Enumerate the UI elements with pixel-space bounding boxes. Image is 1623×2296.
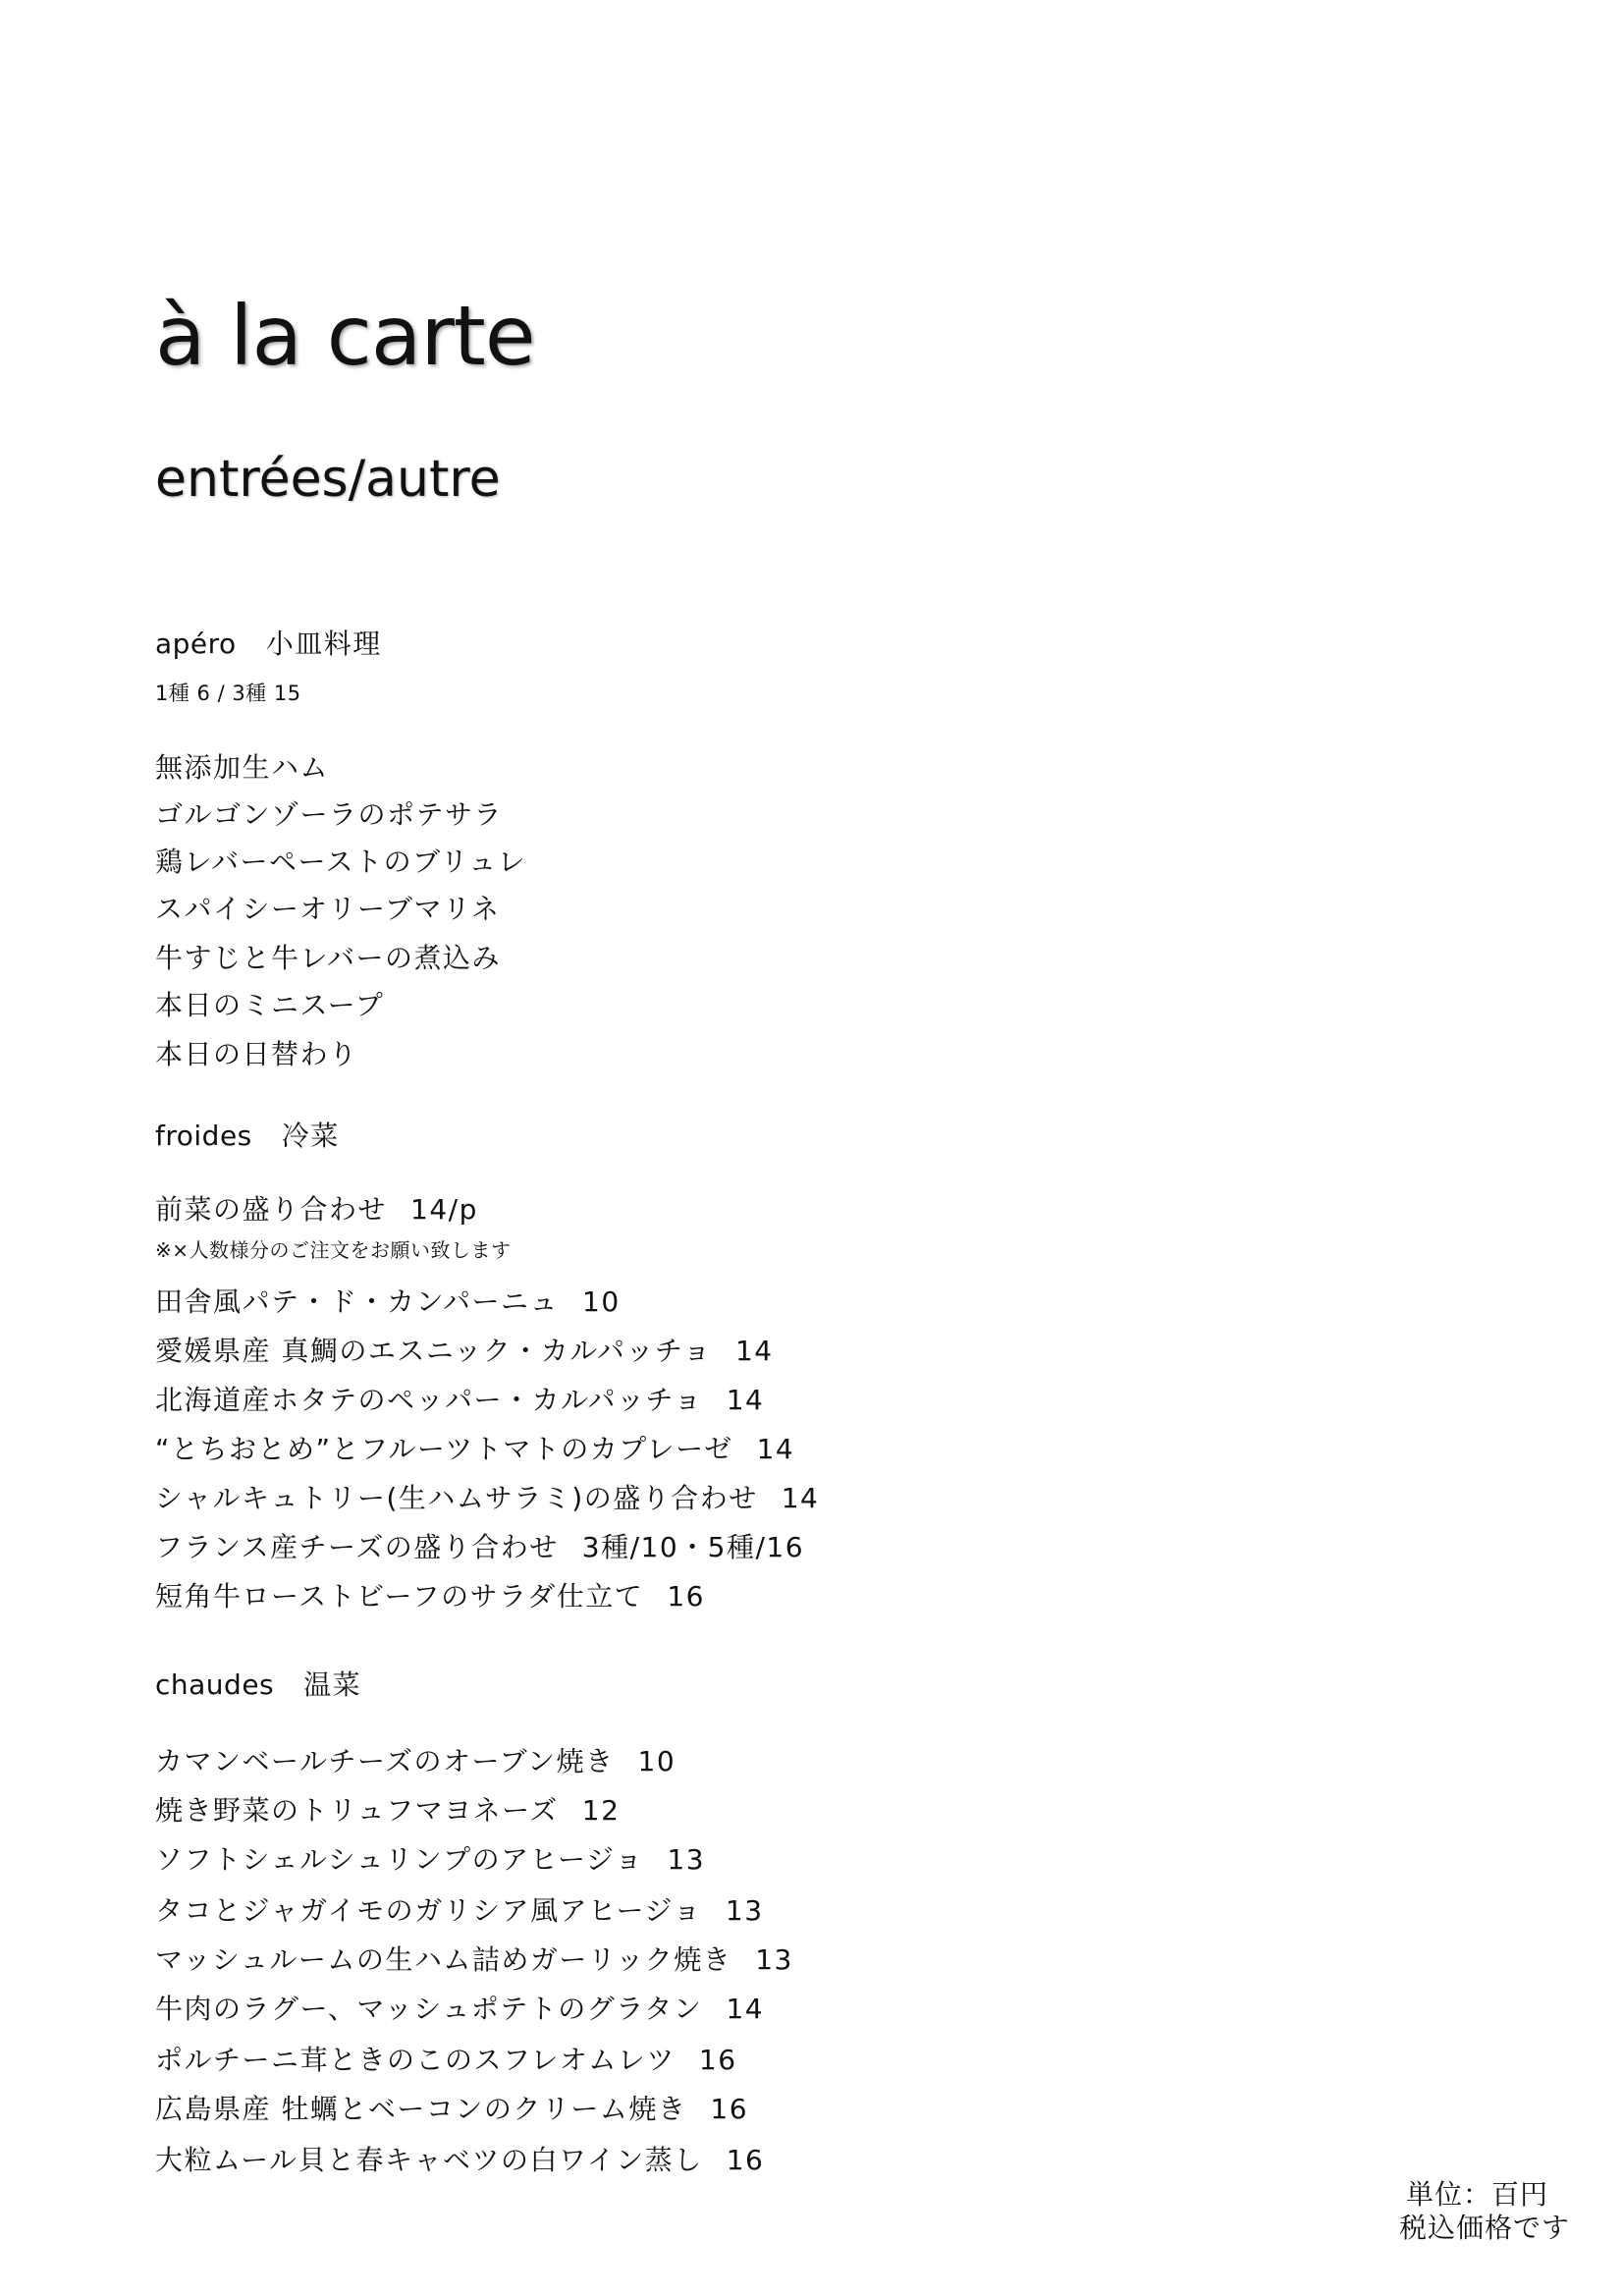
- menu-item-name: シャルキュトリー(生ハムサラミ)の盛り合わせ: [155, 1482, 758, 1514]
- order-note: ※×人数様分のご注文をお願い致します: [155, 1238, 512, 1262]
- menu-item: [155, 2045, 737, 2076]
- menu-item-price: 16: [726, 2144, 765, 2176]
- price-footer: [1315, 2178, 1570, 2244]
- menu-item-price: 13: [755, 1943, 793, 1976]
- menu-item-name: 前菜の盛り合わせ: [155, 1193, 388, 1226]
- section-heading-fr: apéro: [155, 628, 237, 660]
- price-unit-note: 単位：百円: [1405, 2178, 1548, 2211]
- list-item: 本日のミニスープ: [155, 989, 385, 1021]
- menu-item: [155, 1746, 676, 1777]
- tax-note: 税込価格です: [1398, 2211, 1570, 2244]
- section-heading-ja: 冷菜: [281, 1120, 340, 1152]
- menu-item-price: 10: [637, 1745, 676, 1777]
- menu-item-price: 13: [667, 1843, 706, 1876]
- section-heading-fr: chaudes: [155, 1668, 275, 1701]
- menu-item-name: “とちおとめ”とフルーツトマトのカプレーゼ: [155, 1433, 733, 1465]
- menu-item-price: 16: [667, 1580, 705, 1613]
- section-heading-froides: [155, 1121, 340, 1152]
- menu-item: [155, 1944, 793, 1976]
- menu-item-name: ポルチーニ茸ときのこのスフレオムレツ: [155, 2044, 676, 2076]
- menu-item-price: 13: [725, 1894, 764, 1927]
- menu-item-price: 3種/10・5種/16: [581, 1531, 805, 1563]
- menu-item: [155, 1336, 774, 1367]
- menu-item: [155, 1844, 705, 1876]
- list-item: ゴルゴンゾーラのポテサラ: [155, 798, 504, 831]
- list-item: 本日の日替わり: [155, 1038, 358, 1070]
- menu-item-price: 14: [726, 1993, 765, 2025]
- menu-item-name: 牛肉のラグー、マッシュポテトのグラタン: [155, 1993, 703, 2025]
- menu-item-price: 10: [582, 1285, 621, 1318]
- menu-item-name: タコとジャガイモのガリシア風アヒージョ: [155, 1894, 702, 1927]
- page-title: à la carte: [155, 288, 535, 384]
- menu-item-name: 焼き野菜のトリュフマヨネーズ: [155, 1794, 559, 1827]
- section-heading-fr: froides: [155, 1120, 252, 1152]
- menu-item-price: 12: [581, 1794, 621, 1827]
- menu-item-name: マッシュルームの生ハム詰めガーリック焼き: [155, 1943, 732, 1976]
- section-heading-ja: 温菜: [303, 1668, 362, 1701]
- menu-item: [155, 1532, 804, 1563]
- menu-item-name: 愛媛県産 真鯛のエスニック・カルパッチョ: [155, 1335, 712, 1367]
- menu-item-name: フランス産チーズの盛り合わせ: [155, 1531, 559, 1563]
- menu-item-price: 16: [698, 2044, 737, 2076]
- menu-item-name: 短角牛ローストビーフのサラダ仕立て: [155, 1580, 644, 1613]
- apero-price-note: 1種 6 / 3種 15: [155, 682, 301, 705]
- menu-item-name: 大粒ムール貝と春キャベツの白ワイン蒸し: [155, 2144, 703, 2176]
- page-subtitle: entrées/autre: [155, 450, 501, 509]
- menu-item: [155, 1581, 705, 1613]
- menu-item-name: カマンベールチーズのオーブン焼き: [155, 1745, 615, 1777]
- list-item: 牛すじと牛レバーの煮込み: [155, 942, 502, 974]
- menu-item-price: 16: [710, 2093, 749, 2125]
- menu-item: [155, 1434, 794, 1465]
- menu-item: [155, 1286, 621, 1318]
- section-heading-ja: 小皿料理: [265, 628, 382, 660]
- list-item: 鶏レバーペーストのブリュレ: [155, 846, 527, 878]
- menu-item-price: 14: [726, 1384, 765, 1416]
- menu-item-price: 14: [734, 1335, 774, 1367]
- menu-item: [155, 1994, 764, 2025]
- menu-item: [155, 2094, 748, 2125]
- menu-item: [155, 1385, 764, 1416]
- menu-item: [155, 2145, 764, 2176]
- section-heading-apero: [155, 629, 382, 660]
- menu-item-price: 14: [756, 1433, 795, 1465]
- menu-item: [155, 1483, 819, 1514]
- menu-item-name: 北海道産ホタテのペッパー・カルパッチョ: [155, 1384, 703, 1416]
- menu-item-price: 14: [781, 1482, 820, 1514]
- menu-item-name: 田舎風パテ・ド・カンパーニュ: [155, 1285, 560, 1318]
- section-heading-chaudes: [155, 1669, 361, 1701]
- list-item: 無添加生ハム: [155, 751, 330, 784]
- list-item: スパイシーオリーブマリネ: [155, 893, 501, 925]
- menu-item-name: ソフトシェルシュリンプのアヒージョ: [155, 1843, 644, 1876]
- menu-item: [155, 1795, 620, 1827]
- menu-item: [155, 1194, 478, 1226]
- menu-item-price: 14/p: [410, 1193, 478, 1226]
- menu-item-name: 広島県産 牡蠣とベーコンのクリーム焼き: [155, 2093, 687, 2125]
- menu-item: [155, 1895, 764, 1927]
